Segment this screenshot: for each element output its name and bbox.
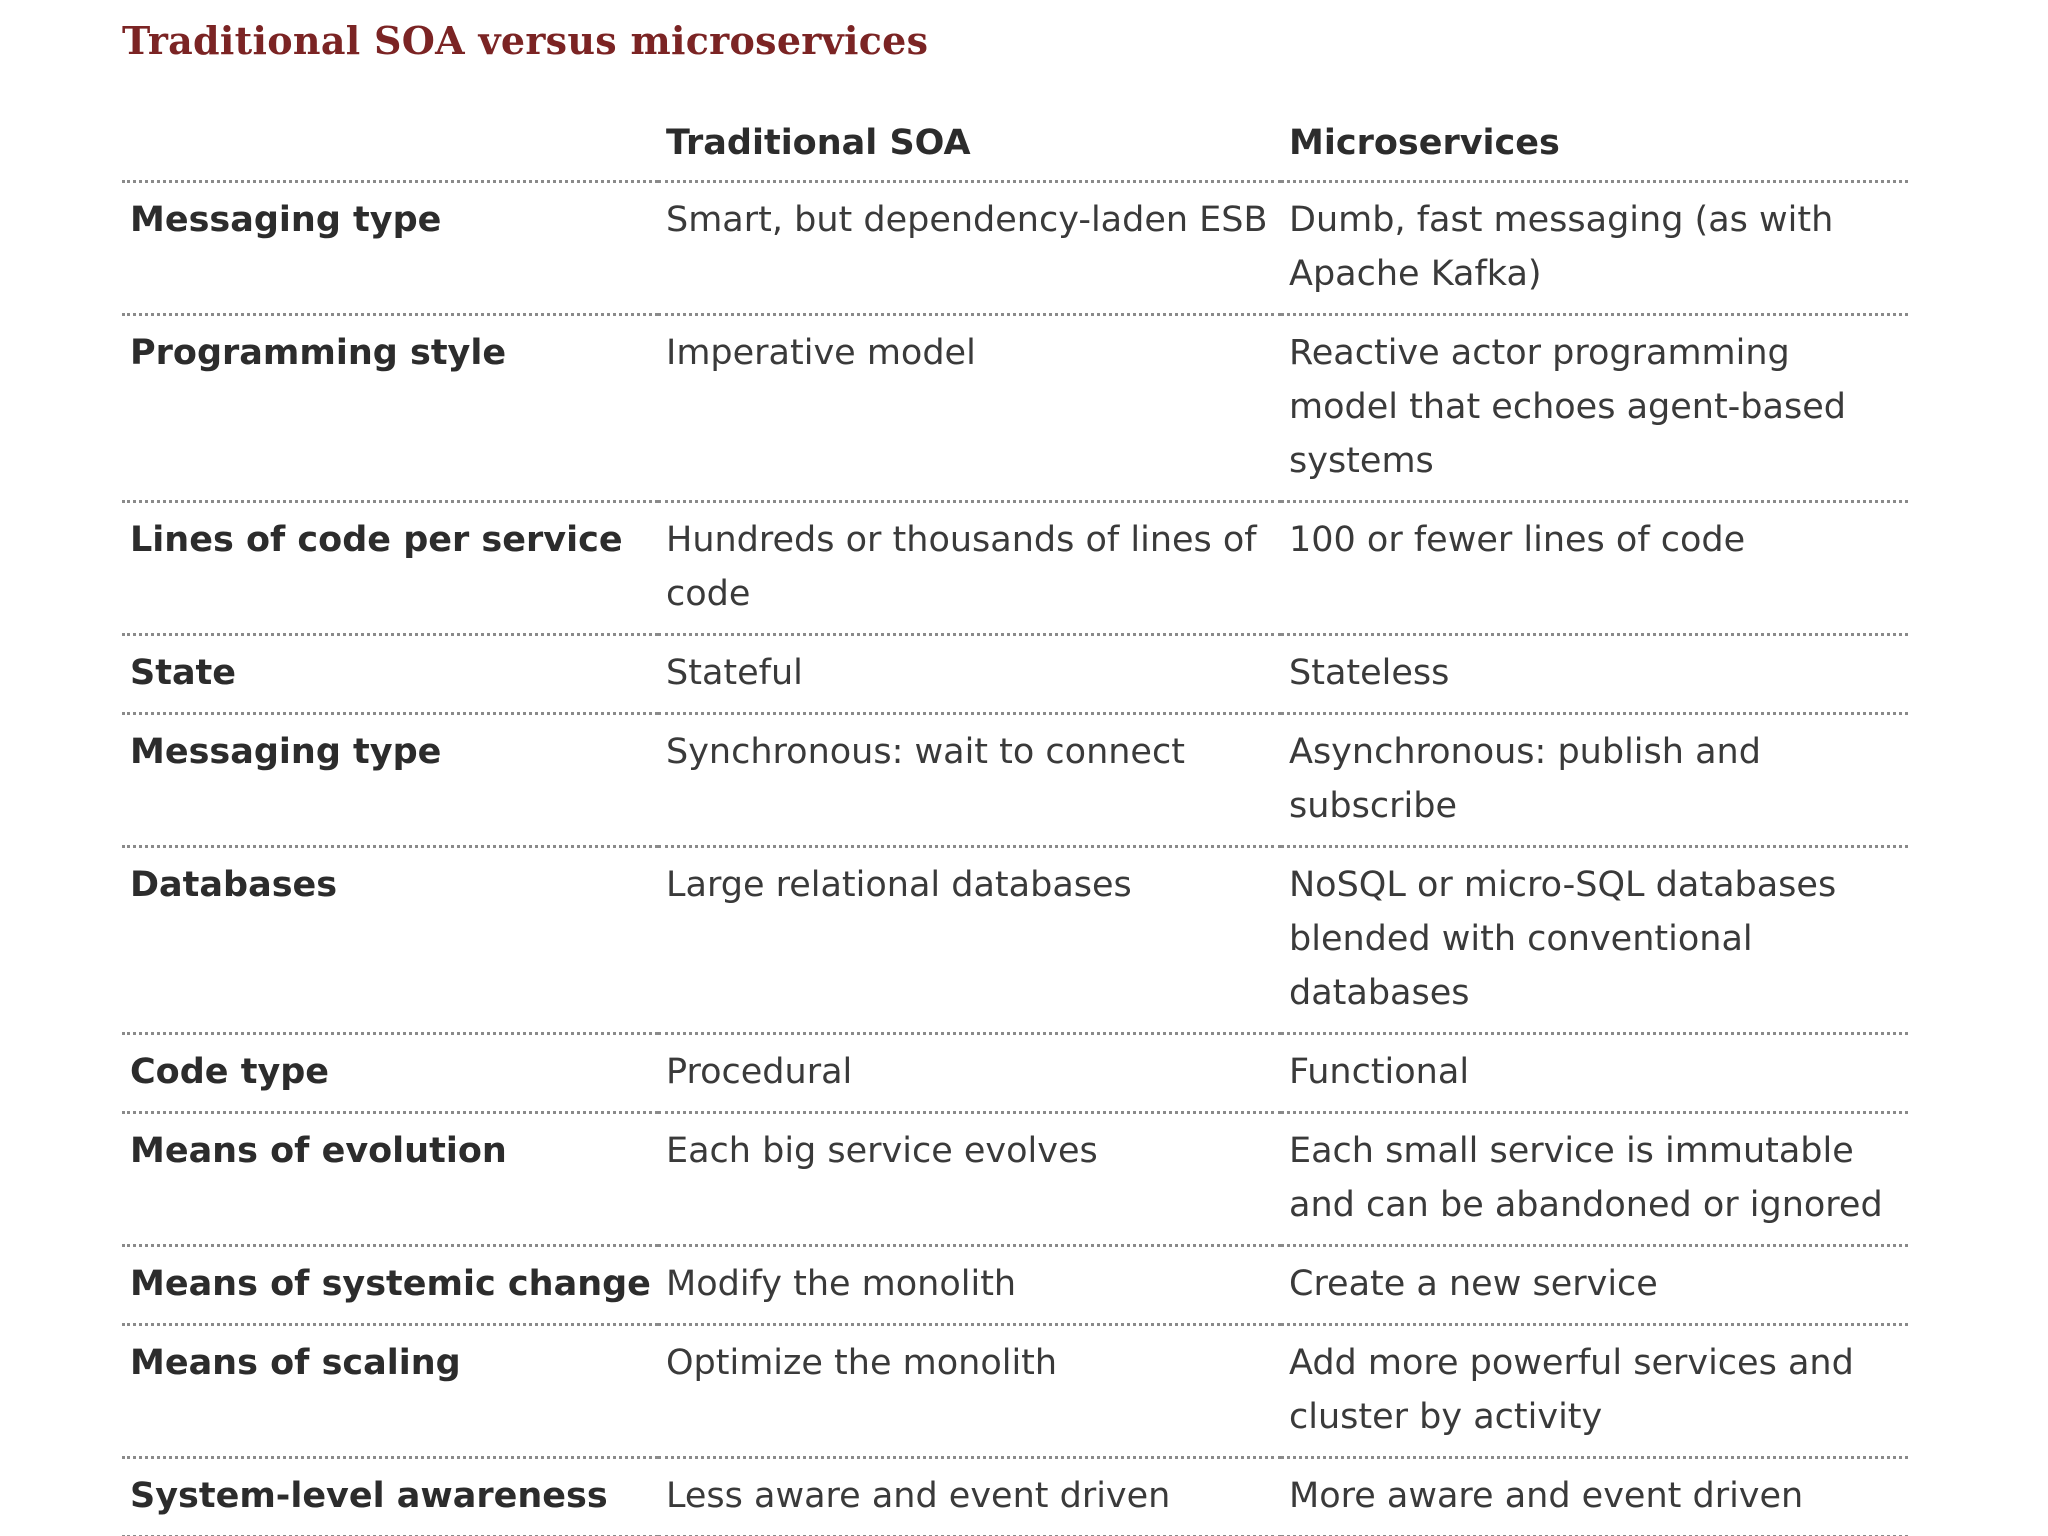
- row-label: Code type: [122, 1034, 658, 1113]
- soa-cell: Modify the monolith: [658, 1246, 1281, 1325]
- row-label: System-level awareness: [122, 1458, 658, 1536]
- row-label: Programming style: [122, 315, 658, 502]
- table-row: [122, 502, 1908, 635]
- soa-cell: Hundreds or thousands of lines of code: [658, 502, 1281, 635]
- microservices-cell: Reactive actor programming model that echoes agent-based systems: [1281, 315, 1908, 502]
- microservices-cell: Stateless: [1281, 635, 1908, 714]
- soa-cell: Synchronous: wait to connect: [658, 714, 1281, 847]
- table-title: Traditional SOA versus microservices: [122, 18, 929, 63]
- microservices-cell: Dumb, fast messaging (as with Apache Kafka): [1281, 182, 1908, 315]
- row-label: Means of evolution: [122, 1113, 658, 1246]
- header-cell-traditional-soa: Traditional SOA: [658, 108, 1281, 182]
- soa-cell: Stateful: [658, 635, 1281, 714]
- header-cell-criteria: [122, 108, 658, 182]
- table-row: [122, 1034, 1908, 1113]
- table-row: [122, 1458, 1908, 1536]
- row-label: State: [122, 635, 658, 714]
- soa-cell: Optimize the monolith: [658, 1325, 1281, 1458]
- microservices-cell: Asynchronous: publish and subscribe: [1281, 714, 1908, 847]
- soa-cell: Less aware and event driven: [658, 1458, 1281, 1536]
- microservices-cell: More aware and event driven: [1281, 1458, 1908, 1536]
- table-row: [122, 315, 1908, 502]
- header-cell-microservices: Microservices: [1281, 108, 1908, 182]
- header-row: [122, 108, 1908, 182]
- microservices-cell: 100 or fewer lines of code: [1281, 502, 1908, 635]
- table-row: [122, 1113, 1908, 1246]
- row-label: Messaging type: [122, 182, 658, 315]
- soa-cell: Large relational databases: [658, 847, 1281, 1034]
- row-label: Means of scaling: [122, 1325, 658, 1458]
- microservices-cell: Functional: [1281, 1034, 1908, 1113]
- microservices-cell: NoSQL or micro-SQL databases blended with conventional databases: [1281, 847, 1908, 1034]
- microservices-cell: Create a new service: [1281, 1246, 1908, 1325]
- table-row: [122, 182, 1908, 315]
- soa-cell: Procedural: [658, 1034, 1281, 1113]
- microservices-cell: Add more powerful services and cluster by activity: [1281, 1325, 1908, 1458]
- row-label: Lines of code per service: [122, 502, 658, 635]
- table-row: [122, 714, 1908, 847]
- row-label: Databases: [122, 847, 658, 1034]
- row-label: Means of systemic change: [122, 1246, 658, 1325]
- row-label: Messaging type: [122, 714, 658, 847]
- soa-cell: Each big service evolves: [658, 1113, 1281, 1246]
- table-row: [122, 1246, 1908, 1325]
- soa-cell: Imperative model: [658, 315, 1281, 502]
- comparison-table: [122, 108, 1908, 1536]
- soa-cell: Smart, but dependency-laden ESB: [658, 182, 1281, 315]
- table-row: [122, 635, 1908, 714]
- table-row: [122, 1325, 1908, 1458]
- table-row: [122, 847, 1908, 1034]
- microservices-cell: Each small service is immutable and can be abandoned or ignored: [1281, 1113, 1908, 1246]
